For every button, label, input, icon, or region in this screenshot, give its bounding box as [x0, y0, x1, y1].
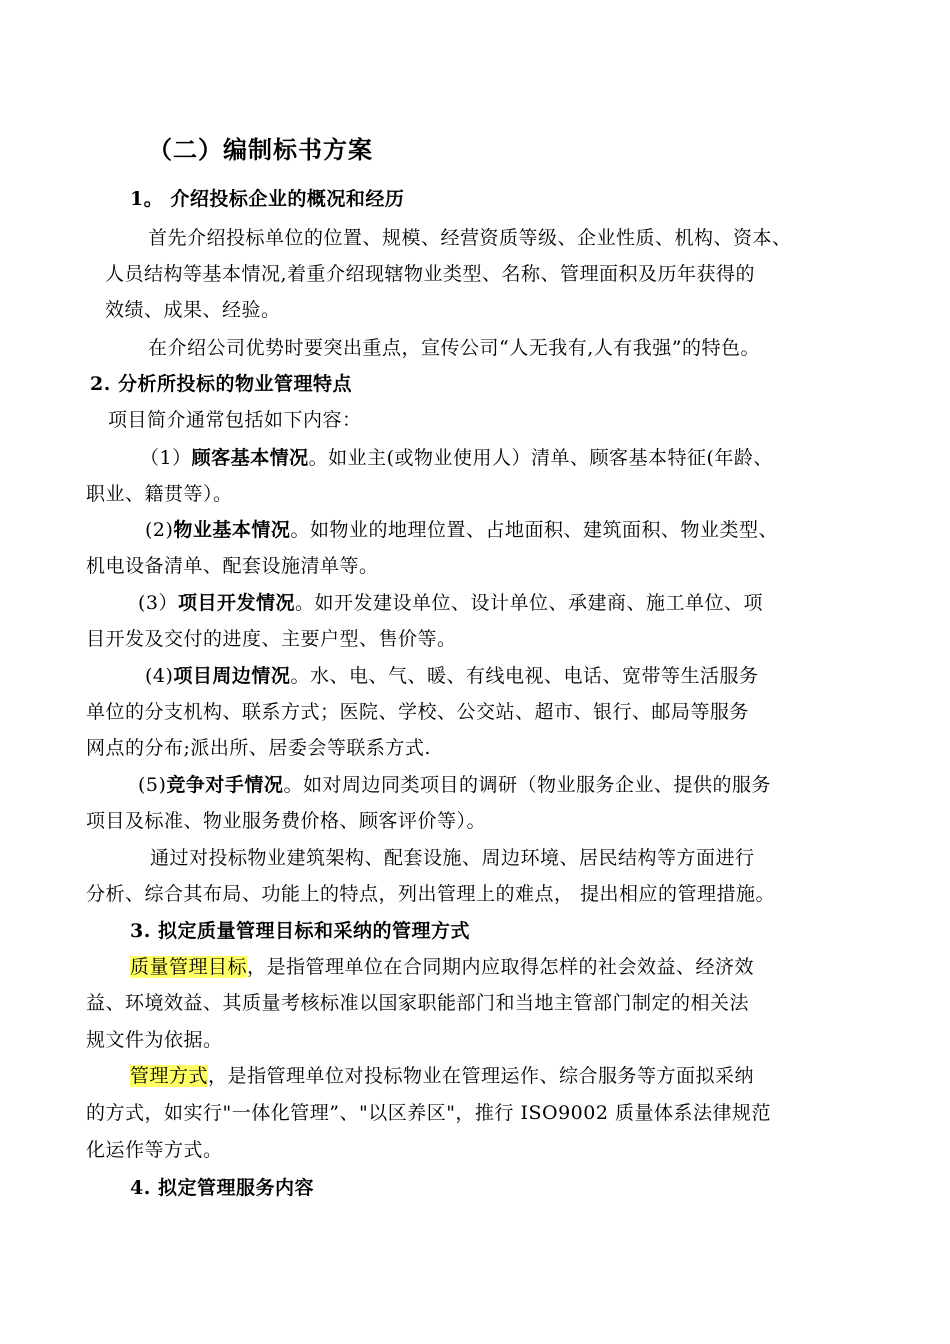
item1-line2: 职业、籍贯等）。	[86, 483, 233, 505]
item5-label: 竞争对手情况	[166, 774, 284, 796]
section2-summary-line2: 分析、综合其布局、功能上的特点，列出管理上的难点， 提出相应的管理措施。	[86, 883, 776, 905]
item3-label: 项目开发情况	[178, 592, 296, 614]
item5-line2: 项目及标准、物业服务费价格、顾客评价等）。	[86, 810, 487, 832]
item5-number: (5)	[138, 774, 167, 796]
method-line1	[130, 1064, 754, 1088]
item3-text: 。如开发建设单位、设计单位、承建商、施工单位、项	[295, 592, 764, 614]
item1-label: 顾客基本情况	[191, 447, 309, 469]
section1-heading: 1。 介绍投标企业的概况和经历	[130, 188, 405, 210]
section3-heading: 3. 拟定质量管理目标和采纳的管理方式	[130, 920, 470, 942]
item3-line2: 目开发及交付的进度、主要户型、售价等。	[86, 628, 457, 650]
quality-text: ，是指管理单位在合同期内应取得怎样的社会效益、经济效	[247, 956, 755, 978]
section1-paragraph2: 在介绍公司优势时要突出重点，宣传公司“人无我有,人有我强”的特色。	[148, 337, 760, 359]
item2-line2: 机电设备清单、配套设施清单等。	[86, 555, 379, 577]
section2-intro: 项目简介通常包括如下内容：	[108, 409, 362, 431]
section4-heading: 4. 拟定管理服务内容	[130, 1177, 314, 1199]
item4-line1	[145, 664, 758, 688]
item5-text: 。如对周边同类项目的调研（物业服务企业、提供的服务	[283, 774, 771, 796]
method-text: ，是指管理单位对投标物业在管理运作、综合服务等方面拟采纳	[208, 1065, 755, 1087]
quality-term-highlight: 质量管理目标	[130, 956, 248, 978]
item2-label: 物业基本情况	[173, 519, 291, 541]
quality-line3: 规文件为依据。	[86, 1029, 223, 1051]
item4-number: (4)	[145, 665, 174, 687]
item1-number: （1）	[140, 447, 192, 469]
section-title: （二）编制标书方案	[148, 135, 373, 164]
method-term-highlight: 管理方式	[130, 1065, 209, 1087]
item1-text: 。如业主(或物业使用人）清单、顾客基本特征(年龄、	[308, 447, 773, 469]
item3-number: (3）	[138, 592, 179, 614]
item5-line1	[138, 773, 771, 797]
item4-text: 。水、电、气、暖、有线电视、电话、宽带等生活服务	[290, 665, 759, 687]
section2-heading: 2. 分析所投标的物业管理特点	[90, 373, 352, 395]
item4-line2: 单位的分支机构、联系方式；医院、学校、公交站、超市、银行、邮局等服务	[86, 701, 750, 723]
item4-line3: 网点的分布;派出所、居委会等联系方式.	[86, 737, 431, 759]
item3-line1	[138, 591, 763, 615]
section1-paragraph1-line2: 人员结构等基本情况,着重介绍现辖物业类型、名称、管理面积及历年获得的	[105, 263, 756, 285]
item2-number: (2)	[145, 519, 174, 541]
item1-line1	[140, 446, 773, 470]
method-line3: 化运作等方式。	[86, 1139, 223, 1161]
quality-line1	[130, 955, 754, 979]
item2-text: 。如物业的地理位置、占地面积、建筑面积、物业类型、	[290, 519, 778, 541]
section2-summary-line1: 通过对投标物业建筑架构、配套设施、周边环境、居民结构等方面进行	[150, 847, 755, 869]
quality-line2: 益、环境效益、其质量考核标准以国家职能部门和当地主管部门制定的相关法	[86, 992, 750, 1014]
item2-line1	[145, 518, 778, 542]
item4-label: 项目周边情况	[173, 665, 291, 687]
section1-paragraph1-line1: 首先介绍投标单位的位置、规模、经营资质等级、企业性质、机构、资本、	[148, 227, 792, 249]
section1-paragraph1-line3: 效绩、成果、经验。	[105, 299, 281, 321]
method-line2: 的方式，如实行"一体化管理”、"以区养区"，推行 ISO9002 质量体系法律规范	[86, 1102, 771, 1124]
